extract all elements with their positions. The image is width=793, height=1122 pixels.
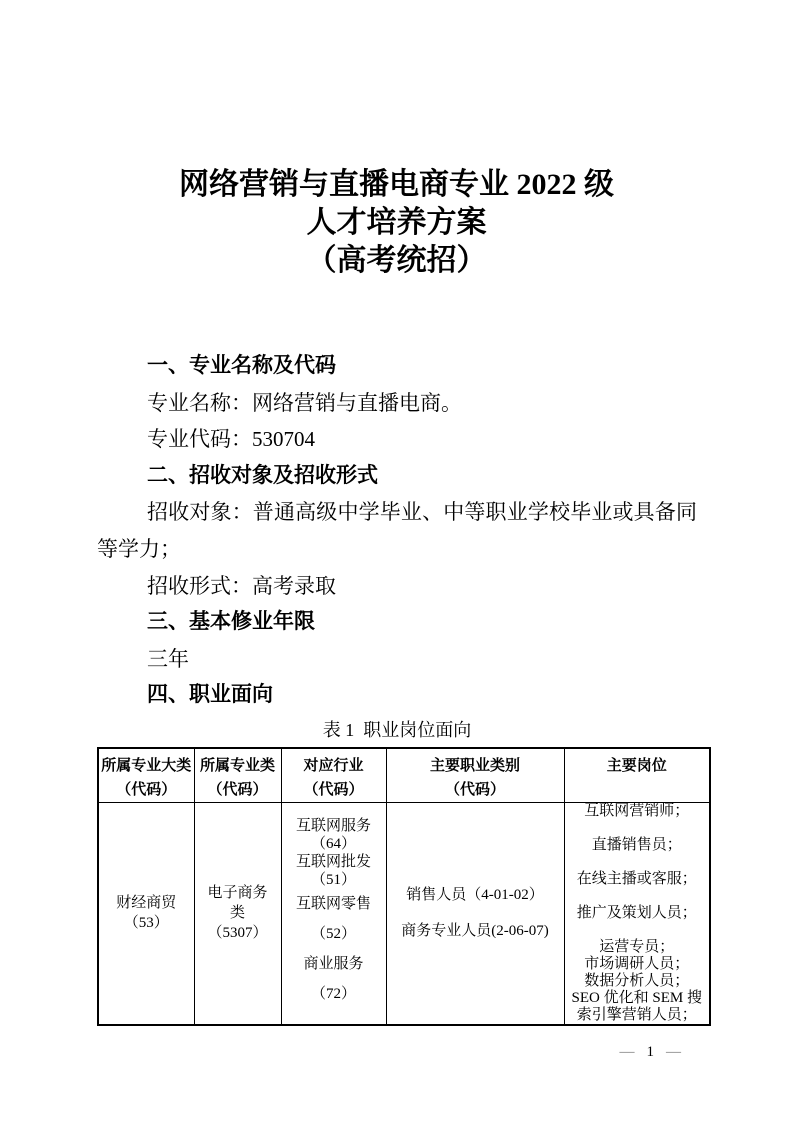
table-body-row xyxy=(98,802,710,1025)
occupation-2: 商务专业人员(2-06-07) xyxy=(401,923,549,940)
paragraph-major-name: 专业名称：网络营销与直播电商。 xyxy=(147,390,462,415)
major-category-name: 财经商贸 xyxy=(116,895,177,912)
major-class-line-2: 类 xyxy=(229,905,245,922)
header-main-positions-name: 主要岗位 xyxy=(606,756,667,774)
footer-dash-right: — xyxy=(666,1044,681,1060)
header-major-category xyxy=(98,748,194,803)
page-footer xyxy=(620,1043,682,1061)
header-major-category-code: （代码） xyxy=(116,780,177,798)
header-industry-code: （代码） xyxy=(303,780,364,798)
major-class-line-1: 电子商务 xyxy=(207,885,268,902)
document-body xyxy=(97,348,702,1026)
position-4: 推广及策划人员； xyxy=(576,904,697,921)
position-2: 直播销售员； xyxy=(591,836,682,853)
header-major-class-code: （代码） xyxy=(207,780,268,798)
page-number: 1 xyxy=(646,1044,654,1060)
header-major-class-name: 所属专业类 xyxy=(199,756,275,774)
doc-title xyxy=(0,166,793,280)
header-industry xyxy=(281,748,386,803)
footer-dash-left: — xyxy=(619,1044,635,1060)
header-main-positions xyxy=(564,748,710,803)
header-major-class xyxy=(194,748,281,803)
occupation-1: 销售人员（4-01-02） xyxy=(406,887,544,904)
paragraph-admission-form: 招收形式：高考录取 xyxy=(147,573,336,598)
cell-industries xyxy=(281,802,386,1025)
position-1: 互联网营销师； xyxy=(584,802,690,819)
position-5: 运营专员； xyxy=(599,938,675,955)
major-category-code: （53） xyxy=(123,915,169,932)
industry-1-code: （64） xyxy=(310,836,356,853)
major-class-code: （5307） xyxy=(207,925,268,942)
section-heading-4: 四、职业面向 xyxy=(147,683,273,707)
industry-4-code: （72） xyxy=(310,986,356,1003)
position-8: SEO 优化和 SEM 搜索引擎营销人员； xyxy=(571,989,702,1023)
paragraph-study-years: 三年 xyxy=(147,646,189,671)
header-occupation-category-code: （代码） xyxy=(444,780,505,798)
doc-title-line-2: 人才培养方案 xyxy=(306,206,487,239)
cell-occupations xyxy=(386,802,564,1025)
industry-1-name: 互联网服务 xyxy=(295,818,371,835)
industry-3-code: （52） xyxy=(310,926,356,943)
header-major-category-name: 所属专业大类 xyxy=(101,756,192,774)
paragraph-admission-target: 招收对象：普通高级中学毕业、中等职业学校毕业或具备同等学力； xyxy=(97,500,697,561)
industry-2-code: （51） xyxy=(310,872,356,889)
position-7: 数据分析人员； xyxy=(584,972,690,989)
cell-major-class xyxy=(194,802,281,1025)
header-occupation-category xyxy=(386,748,564,803)
doc-title-line-1: 网络营销与直播电商专业 2022 级 xyxy=(179,168,614,201)
industry-4-name: 商业服务 xyxy=(303,956,364,973)
header-occupation-category-name: 主要职业类别 xyxy=(429,756,520,774)
table-header-row xyxy=(98,748,710,803)
header-industry-name: 对应行业 xyxy=(303,756,364,774)
doc-title-line-3: （高考统招） xyxy=(306,244,487,277)
table-caption: 表 1 职业岗位面向 xyxy=(322,719,472,740)
position-3: 在线主播或客服； xyxy=(576,870,697,887)
cell-major-category xyxy=(98,802,194,1025)
cell-positions xyxy=(564,802,710,1025)
industry-2-name: 互联网批发 xyxy=(295,854,371,871)
job-orientation-table xyxy=(97,747,711,1026)
position-6: 市场调研人员； xyxy=(584,955,690,972)
section-heading-2: 二、招收对象及招收形式 xyxy=(147,463,378,487)
paragraph-major-code: 专业代码：530704 xyxy=(147,427,315,452)
section-heading-1: 一、专业名称及代码 xyxy=(147,354,336,377)
industry-3-name: 互联网零售 xyxy=(295,896,371,913)
section-heading-3: 三、基本修业年限 xyxy=(147,610,315,634)
